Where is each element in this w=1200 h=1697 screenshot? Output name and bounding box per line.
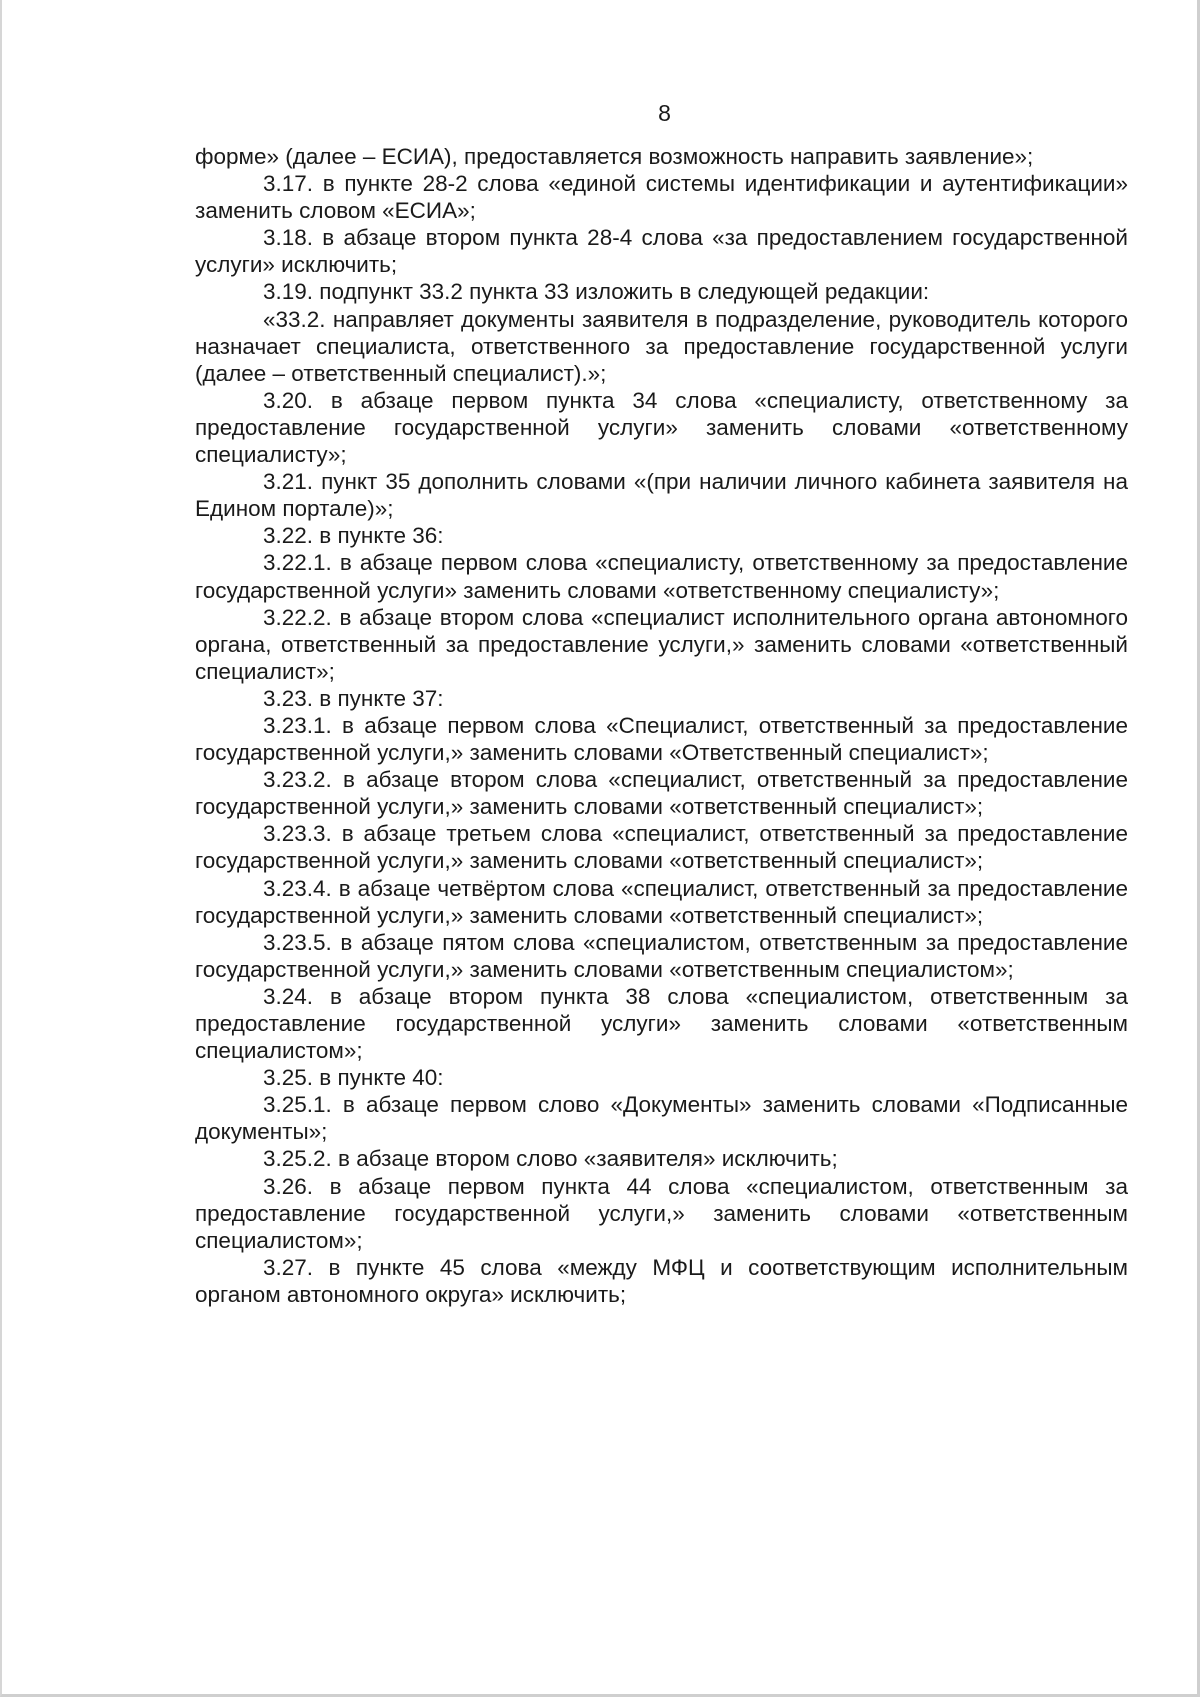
paragraph: 3.21. пункт 35 дополнить словами «(при наличии личного кабинета заявителя на Едином портале)»; xyxy=(195,469,1128,522)
paragraph: 3.24. в абзаце втором пункта 38 слова «специалистом, ответственным за предоставление государственной услуги» заменить словами «ответственным специалистом»; xyxy=(195,983,1128,1064)
paragraph: 3.20. в абзаце первом пункта 34 слова «специалисту, ответственному за предоставление государственной услуги» заменить словами «ответственному специалисту»; xyxy=(195,387,1128,468)
paragraph: 3.17. в пункте 28-2 слова «единой системы идентификации и аутентификации» заменить словом «ЕСИА»; xyxy=(195,171,1128,224)
paragraph: форме» (далее – ЕСИА), предоставляется возможность направить заявление»; xyxy=(195,144,1034,169)
paragraph: 3.19. подпункт 33.2 пункта 33 изложить в следующей редакции: xyxy=(263,279,930,305)
paragraph: 3.22.1. в абзаце первом слова «специалисту, ответственному за предоставление государственной услуги» заменить словами «ответственному специалисту»; xyxy=(195,550,1128,603)
paragraph: 3.23.4. в абзаце четвёртом слова «специалист, ответственный за предоставление государственной услуги,» заменить словами «ответственный специалист»; xyxy=(195,875,1128,928)
paragraph: 3.27. в пункте 45 слова «между МФЦ и соответствующим исполнительным органом автономного округа» исключить; xyxy=(195,1254,1128,1307)
paragraph: 3.25. в пункте 40: xyxy=(263,1065,444,1091)
paragraph: 3.23.2. в абзаце втором слова «специалист, ответственный за предоставление государственной услуги,» заменить словами «ответственный специалист»; xyxy=(195,767,1128,820)
paragraph: 3.22. в пункте 36: xyxy=(263,523,444,549)
paragraph: 3.23. в пункте 37: xyxy=(263,685,444,711)
paragraph: 3.18. в абзаце втором пункта 28-4 слова «за предоставлением государственной услуги» исключить; xyxy=(195,225,1128,278)
page-number: 8 xyxy=(658,100,671,126)
document-body xyxy=(195,143,1128,1308)
paragraph: 3.23.5. в абзаце пятом слова «специалистом, ответственным за предоставление государственной услуги,» заменить словами «ответственным специалистом»; xyxy=(195,929,1128,982)
paragraph: 3.23.3. в абзаце третьем слова «специалист, ответственный за предоставление государственной услуги,» заменить словами «ответственный специалист»; xyxy=(195,821,1128,874)
paragraph: 3.26. в абзаце первом пункта 44 слова «специалистом, ответственным за предоставление государственной услуги,» заменить словами «ответственным специалистом»; xyxy=(195,1173,1128,1253)
paragraph: 3.22.2. в абзаце втором слова «специалист исполнительного органа автономного органа, ответственный за предоставление услуги,» заменить словами «ответственный специалист»; xyxy=(195,604,1128,684)
paragraph: 3.25.1. в абзаце первом слово «Документы» заменить словами «Подписанные документы»; xyxy=(195,1092,1128,1145)
paragraph: 3.25.2. в абзаце втором слово «заявителя» исключить; xyxy=(263,1146,838,1172)
paragraph: 3.23.1. в абзаце первом слова «Специалист, ответственный за предоставление государственной услуги,» заменить словами «Ответственный специалист»; xyxy=(195,712,1128,766)
paragraph: «33.2. направляет документы заявителя в подразделение, руководитель которого назначает специалиста, ответственного за предоставление государственной услуги (далее – ответственный специалист).»; xyxy=(195,306,1128,386)
